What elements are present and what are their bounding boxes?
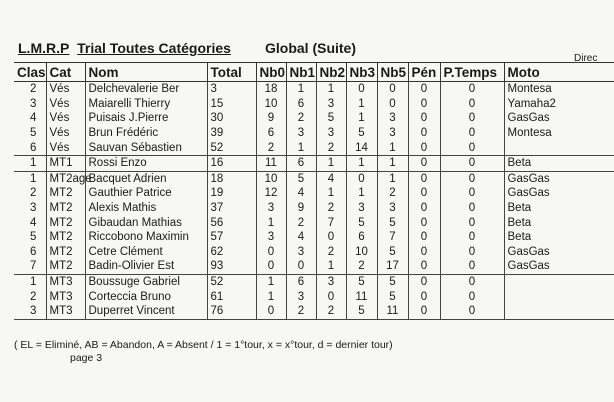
table-row <box>14 259 614 274</box>
table-cell: 0 <box>408 126 440 141</box>
table-cell: Cetre Clément <box>85 245 207 260</box>
table-row <box>14 201 614 216</box>
table-cell: 5 <box>30 231 37 244</box>
table-cell: MT2 <box>46 230 85 245</box>
table-cell: Sauvan Sébastien <box>85 140 207 155</box>
table-cell: GasGas <box>504 171 614 186</box>
table-cell: Montesa <box>504 82 614 97</box>
column-header: Pén <box>408 63 440 82</box>
table-row <box>14 245 614 260</box>
table-cell: 2 <box>30 83 37 96</box>
table-cell: 5 <box>316 111 346 126</box>
table-cell <box>504 304 614 319</box>
table-row <box>14 215 614 230</box>
table-cell: 3 <box>346 201 377 216</box>
table-cell: 1 <box>377 171 408 186</box>
table-cell: 6 <box>30 245 37 258</box>
table-cell: 93 <box>207 259 256 274</box>
table-cell: 0 <box>440 97 504 112</box>
table-cell: 2 <box>316 245 346 260</box>
table-cell: 12 <box>256 186 286 201</box>
table-cell: 2 <box>286 304 316 319</box>
table-cell: 76 <box>207 304 256 319</box>
table-cell: Vés <box>46 82 85 97</box>
table-cell: 17 <box>377 259 408 274</box>
table-cell: 19 <box>207 186 256 201</box>
table-cell: 0 <box>440 245 504 260</box>
table-cell: MT3 <box>46 289 85 304</box>
table-cell: 0 <box>256 259 286 274</box>
table-cell: MT2 <box>46 259 85 274</box>
table-cell: 14 <box>346 140 377 155</box>
table-cell: 1 <box>256 274 286 289</box>
table-cell: 1 <box>256 215 286 230</box>
table-cell: 2 <box>316 304 346 319</box>
table-cell: 10 <box>256 97 286 112</box>
table-cell: 0 <box>440 155 504 171</box>
table-cell: 0 <box>408 245 440 260</box>
table-cell: 0 <box>440 304 504 319</box>
table-cell: 5 <box>377 215 408 230</box>
column-header: Nb1 <box>286 63 316 82</box>
table-cell: Beta <box>504 201 614 216</box>
table-row <box>14 304 614 319</box>
table-cell: 4 <box>286 186 316 201</box>
column-header: Clas <box>14 63 46 82</box>
table-cell: 0 <box>346 171 377 186</box>
table-cell: 7 <box>316 215 346 230</box>
table-row <box>14 274 614 289</box>
table-cell: Duperret Vincent <box>85 304 207 319</box>
table-cell: 1 <box>286 82 316 97</box>
table-cell: 5 <box>346 126 377 141</box>
table-cell: 3 <box>377 111 408 126</box>
table-cell: Puisais J.Pierre <box>85 111 207 126</box>
table-cell: 11 <box>256 155 286 171</box>
table-cell: 0 <box>440 230 504 245</box>
table-cell: 5 <box>346 215 377 230</box>
table-row <box>14 111 614 126</box>
table-row <box>14 171 614 186</box>
table-cell: 5 <box>377 274 408 289</box>
table-row <box>14 97 614 112</box>
column-header: Nb3 <box>346 63 377 82</box>
table-cell: Rossi Enzo <box>85 155 207 171</box>
table-cell: 0 <box>408 304 440 319</box>
table-cell: 37 <box>207 201 256 216</box>
table-cell: 2 <box>286 111 316 126</box>
table-cell: 0 <box>408 230 440 245</box>
table-cell: Beta <box>504 215 614 230</box>
table-cell: 3 <box>30 97 37 110</box>
table-cell: 4 <box>30 216 37 229</box>
table-cell: 0 <box>440 186 504 201</box>
table-cell: Montesa <box>504 126 614 141</box>
legend-text: ( EL = Eliminé, AB = Abandon, A = Absent / 1 = 1°tour, x = x°tour, d = dernier tour) <box>14 339 393 351</box>
table-cell: 0 <box>440 215 504 230</box>
table-cell: GasGas <box>504 111 614 126</box>
table-row <box>14 230 614 245</box>
table-cell: 2 <box>30 290 37 303</box>
table-cell: Yamaha2 <box>504 97 614 112</box>
results-table <box>14 62 614 320</box>
table-cell: 2 <box>346 259 377 274</box>
table-cell: 0 <box>408 201 440 216</box>
table-cell: 1 <box>346 186 377 201</box>
table-cell: 7 <box>377 230 408 245</box>
table-cell: MT2 <box>46 245 85 260</box>
table-cell: 0 <box>440 289 504 304</box>
table-cell: 3 <box>14 304 46 319</box>
table-cell: 2 <box>286 215 316 230</box>
table-cell: MT2 <box>46 186 85 201</box>
table-cell: 2 <box>377 186 408 201</box>
table-cell: 0 <box>408 186 440 201</box>
table-cell: 0 <box>316 289 346 304</box>
table-cell <box>504 140 614 155</box>
table-cell: 0 <box>408 140 440 155</box>
table-cell: 3 <box>30 202 37 215</box>
table-cell: Vés <box>46 111 85 126</box>
table-cell: Beta <box>504 155 614 171</box>
table-cell: 3 <box>207 82 256 97</box>
table-cell: MT1 <box>46 155 85 171</box>
table-cell: 2 <box>316 140 346 155</box>
table-row <box>14 82 614 97</box>
table-cell: 0 <box>440 259 504 274</box>
table-cell: 1 <box>14 274 46 289</box>
table-cell: Vés <box>46 126 85 141</box>
table-cell: 16 <box>207 155 256 171</box>
table-cell: 3 <box>286 245 316 260</box>
table-cell: 0 <box>408 171 440 186</box>
table-cell: 1 <box>316 155 346 171</box>
table-cell: 3 <box>286 126 316 141</box>
table-cell: 1 <box>286 140 316 155</box>
column-header: Nb2 <box>316 63 346 82</box>
table-cell: Riccobono Maximin <box>85 230 207 245</box>
table-cell: 15 <box>207 97 256 112</box>
column-header: Cat <box>46 63 85 82</box>
table-cell: 5 <box>30 127 37 140</box>
table-row <box>14 140 614 155</box>
table-cell: 1 <box>346 155 377 171</box>
table-cell: 3 <box>377 126 408 141</box>
table-row <box>14 155 614 171</box>
table-cell: 5 <box>346 274 377 289</box>
table-cell: Maiarelli Thierry <box>85 97 207 112</box>
table-cell: 4 <box>286 230 316 245</box>
organizer-label: L.M.R.P <box>18 40 70 56</box>
table-cell: 9 <box>256 111 286 126</box>
table-cell: 3 <box>286 289 316 304</box>
table-cell: 1 <box>377 140 408 155</box>
table-cell: 3 <box>377 201 408 216</box>
table-cell: 52 <box>207 140 256 155</box>
table-cell: 6 <box>30 141 37 154</box>
table-cell: 2 <box>316 201 346 216</box>
table-cell: 1 <box>14 171 46 186</box>
table-cell: Alexis Mathis <box>85 201 207 216</box>
table-cell: 0 <box>440 274 504 289</box>
table-cell: 18 <box>207 171 256 186</box>
table-cell: Gibaudan Mathias <box>85 215 207 230</box>
cut-off-header-text: Direc <box>574 53 598 64</box>
table-cell: 6 <box>346 230 377 245</box>
table-cell: 3 <box>316 274 346 289</box>
table-cell: 0 <box>440 82 504 97</box>
table-cell: 52 <box>207 274 256 289</box>
table-cell: 57 <box>207 230 256 245</box>
table-cell: 0 <box>316 230 346 245</box>
table-cell: 6 <box>286 155 316 171</box>
table-cell: 30 <box>207 111 256 126</box>
table-cell: 5 <box>377 245 408 260</box>
table-cell: 1 <box>256 289 286 304</box>
table-cell: 0 <box>408 97 440 112</box>
ranking-type: Global (Suite) <box>265 40 356 56</box>
table-cell: MT2 <box>46 201 85 216</box>
table-cell: 4 <box>316 171 346 186</box>
table-cell: 1 <box>316 186 346 201</box>
table-cell: 0 <box>408 155 440 171</box>
table-cell: 3 <box>316 126 346 141</box>
table-cell: 0 <box>440 126 504 141</box>
table-cell: 18 <box>256 82 286 97</box>
table-cell: Vés <box>46 140 85 155</box>
table-cell: 1 <box>14 155 46 171</box>
table-cell: 3 <box>256 230 286 245</box>
table-cell: 39 <box>207 126 256 141</box>
table-cell: 0 <box>377 82 408 97</box>
table-cell: 3 <box>256 201 286 216</box>
table-cell: 0 <box>286 259 316 274</box>
table-cell: 0 <box>377 97 408 112</box>
table-cell: 0 <box>408 274 440 289</box>
table-cell <box>504 289 614 304</box>
table-cell: 0 <box>346 82 377 97</box>
table-cell: MT2 <box>46 215 85 230</box>
table-cell: 5 <box>377 289 408 304</box>
table-cell: Boussuge Gabriel <box>85 274 207 289</box>
table-cell: 1 <box>316 259 346 274</box>
event-name: Trial Toutes Catégories <box>77 40 231 56</box>
table-cell: 2 <box>30 187 37 200</box>
table-cell: 0 <box>408 111 440 126</box>
table-cell: 0 <box>440 201 504 216</box>
table-cell: 0 <box>256 245 286 260</box>
table-cell: 5 <box>346 304 377 319</box>
table-cell: 10 <box>256 171 286 186</box>
column-header: Nb5 <box>377 63 408 82</box>
table-cell: Vés <box>46 97 85 112</box>
table-cell: Beta <box>504 230 614 245</box>
table-cell: 56 <box>207 215 256 230</box>
table-cell: 5 <box>286 171 316 186</box>
column-header: P.Temps <box>440 63 504 82</box>
table-cell: 1 <box>377 155 408 171</box>
table-cell: 0 <box>256 304 286 319</box>
table-cell: 0 <box>440 140 504 155</box>
table-cell: 0 <box>408 259 440 274</box>
table-cell: GasGas <box>504 259 614 274</box>
event-title <box>18 40 231 56</box>
table-cell: 10 <box>346 245 377 260</box>
table-cell: 9 <box>286 201 316 216</box>
table-cell: Brun Frédéric <box>85 126 207 141</box>
table-cell: 1 <box>346 111 377 126</box>
table-cell: MT3 <box>46 274 85 289</box>
table-cell: MT2age <box>46 171 85 186</box>
table-cell: Delchevalerie Ber <box>85 82 207 97</box>
table-cell: 0 <box>440 111 504 126</box>
table-cell: 1 <box>316 82 346 97</box>
table-cell: Corteccia Bruno <box>85 289 207 304</box>
table-cell: 6 <box>286 97 316 112</box>
table-cell: Bacquet Adrien <box>85 171 207 186</box>
table-cell: 6 <box>286 274 316 289</box>
page-number: page 3 <box>70 352 103 364</box>
table-cell <box>504 274 614 289</box>
column-header: Total <box>207 63 256 82</box>
column-header: Nb0 <box>256 63 286 82</box>
table-cell: 1 <box>346 97 377 112</box>
table-cell: GasGas <box>504 245 614 260</box>
column-header: Moto <box>504 63 614 82</box>
table-cell: 0 <box>408 82 440 97</box>
table-cell: GasGas <box>504 186 614 201</box>
table-cell: 4 <box>30 112 37 125</box>
table-cell: 0 <box>440 171 504 186</box>
table-cell: 0 <box>408 215 440 230</box>
table-cell: 11 <box>346 289 377 304</box>
table-cell: 3 <box>316 97 346 112</box>
table-cell: 2 <box>256 140 286 155</box>
table-cell: MT3 <box>46 304 85 319</box>
table-cell: Badin-Olivier Est <box>85 259 207 274</box>
table-row <box>14 126 614 141</box>
table-cell: 11 <box>377 304 408 319</box>
table-cell: 62 <box>207 245 256 260</box>
table-cell: 61 <box>207 289 256 304</box>
table-cell: 7 <box>30 260 37 273</box>
table-cell: 0 <box>408 289 440 304</box>
table-cell: 6 <box>256 126 286 141</box>
table-cell: Gauthier Patrice <box>85 186 207 201</box>
table-row <box>14 186 614 201</box>
table-row <box>14 289 614 304</box>
column-header: Nom <box>85 63 207 82</box>
table-header-row <box>14 63 614 82</box>
